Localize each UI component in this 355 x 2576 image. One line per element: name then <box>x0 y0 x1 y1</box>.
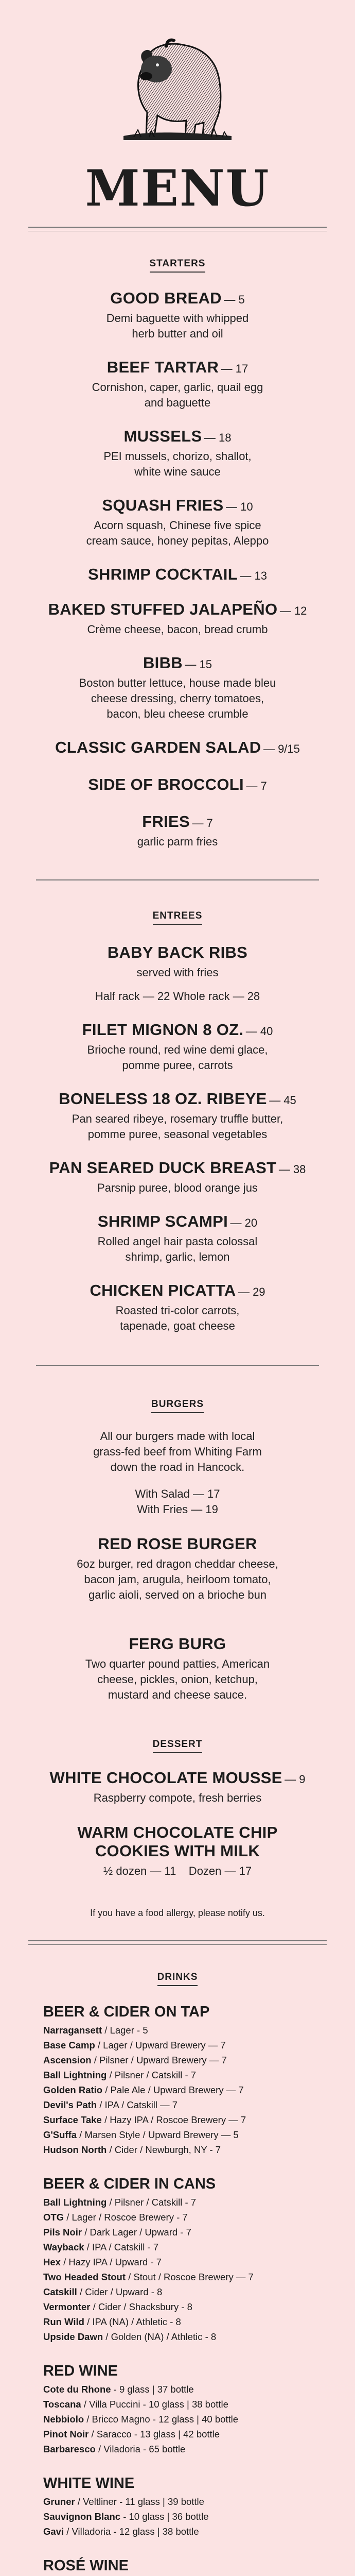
menu-item <box>0 1090 355 1142</box>
item-description: Demi baguette with whipped herb butter and oil <box>106 312 249 340</box>
drink-line: Cote du Rhone - 9 glass | 37 bottle <box>43 2384 194 2395</box>
item-price: — 7 <box>246 779 267 792</box>
item-price: — 10 <box>226 500 253 513</box>
item-description: Boston butter lettuce, house made bleu cheese dressing, cherry tomatoes, bacon, bleu cheese crumble <box>79 676 276 720</box>
item-name: COOKIES WITH MILK <box>95 1842 260 1860</box>
drink-line: Narragansett / Lager - 5 <box>43 2025 148 2036</box>
item-description: Raspberry compote, fresh berries <box>93 1791 262 1804</box>
item-name: MUSSELS <box>123 427 202 445</box>
item-name: FRIES <box>142 812 190 831</box>
item-name: BABY BACK RIBS <box>107 943 248 961</box>
divider <box>28 227 327 231</box>
section-heading: DESSERT <box>153 1739 203 1753</box>
drink-line: Two Headed Stout / Stout / Roscoe Brewery — 7 <box>43 2272 254 2282</box>
allergy-note: If you have a food allergy, please notify us. <box>90 1908 265 1918</box>
item-name: WARM CHOCOLATE CHIP <box>77 1823 278 1841</box>
item-price: — 45 <box>269 1094 296 1107</box>
item-name: FILET MIGNON 8 OZ. <box>82 1021 244 1039</box>
item-price: — 40 <box>245 1025 273 1038</box>
section-heading: STARTERS <box>150 258 206 273</box>
drink-category: WHITE WINE <box>43 2475 135 2492</box>
menu-item <box>0 1535 355 1603</box>
menu-item <box>0 1823 355 1879</box>
drink-line: Ball Lightning / Pilsner / Catskill - 7 <box>43 2197 197 2208</box>
menu-page <box>0 30 355 2576</box>
section-heading: BURGERS <box>151 1399 204 1413</box>
drink-line: Hex / Hazy IPA / Upward - 7 <box>43 2257 162 2267</box>
item-price: — 7 <box>192 817 213 829</box>
dessert-section <box>0 1739 355 1919</box>
item-description: Cornishon, caper, garlic, quail egg and baguette <box>92 381 263 409</box>
drink-category: RED WINE <box>43 2363 118 2379</box>
menu-item <box>0 654 355 722</box>
menu-item <box>0 943 355 1004</box>
item-price: — 15 <box>185 658 212 671</box>
item-description: Rolled angel hair pasta colossal shrimp, garlic, lemon <box>97 1235 258 1263</box>
item-name: SHRIMP SCAMPI <box>97 1212 228 1230</box>
starters-section <box>0 258 355 850</box>
drink-group <box>43 2004 324 2157</box>
drink-line: Hudson North / Cider / Newburgh, NY - 7 <box>43 2144 221 2155</box>
item-name: BIBB <box>143 654 183 672</box>
item-name: CLASSIC GARDEN SALAD <box>55 738 261 756</box>
item-price: — 29 <box>238 1285 265 1298</box>
menu-item <box>0 738 355 757</box>
drink-category: BEER & CIDER IN CANS <box>43 2176 216 2192</box>
drink-group <box>43 2475 324 2539</box>
bear-illustration-icon <box>113 30 242 154</box>
item-price: — 5 <box>224 293 245 306</box>
menu-item <box>0 427 355 480</box>
drink-line: Pinot Noir / Saracco - 13 glass | 42 bottle <box>43 2429 220 2439</box>
menu-item <box>0 1212 355 1265</box>
drink-line: Catskill / Cider / Upward - 8 <box>43 2286 163 2297</box>
item-description: Brioche round, red wine demi glace, pomme puree, carrots <box>87 1043 268 1072</box>
item-name: SHRIMP COCKTAIL <box>87 565 238 583</box>
divider <box>36 1365 319 1366</box>
item-name: SIDE OF BROCCOLI <box>88 775 244 793</box>
burgers-intro: All our burgers made with local grass-fed beef from Whiting Farm down the road in Hancock. <box>93 1430 262 1473</box>
section-heading: ENTREES <box>153 910 203 925</box>
item-price: — 38 <box>278 1163 306 1176</box>
drink-line: Nebbiolo / Bricco Magno - 12 glass | 40 bottle <box>43 2414 239 2425</box>
item-price: — 17 <box>221 362 248 375</box>
menu-item <box>0 1159 355 1196</box>
divider <box>28 1940 327 1945</box>
item-name: PAN SEARED DUCK BREAST <box>49 1159 277 1177</box>
item-price: — 20 <box>230 1216 258 1229</box>
item-name: BEEF TARTAR <box>106 358 219 376</box>
item-price: — 9/15 <box>263 742 300 755</box>
item-description: ½ dozen — 11 Dozen — 17 <box>103 1865 252 1877</box>
menu-item <box>0 1281 355 1334</box>
drinks-list <box>0 2004 355 2576</box>
drink-group <box>43 2363 324 2456</box>
drink-line: Base Camp / Lager / Upward Brewery — 7 <box>43 2040 226 2050</box>
item-name: BAKED STUFFED JALAPEÑO <box>48 600 278 618</box>
item-description: Crème cheese, bacon, bread crumb <box>87 623 268 636</box>
drink-line: Sauvignon Blanc - 10 glass | 36 bottle <box>43 2511 209 2522</box>
menu-item <box>0 496 355 549</box>
item-name: FERG BURG <box>129 1635 226 1653</box>
burgers-options: With Salad — 17 With Fries — 19 <box>135 1487 220 1516</box>
menu-item <box>0 1769 355 1806</box>
drink-line: Run Wild / IPA (NA) / Athletic - 8 <box>43 2316 181 2327</box>
drink-line: OTG / Lager / Roscoe Brewery - 7 <box>43 2212 188 2223</box>
menu-item <box>0 565 355 584</box>
item-description: 6oz burger, red dragon cheddar cheese, bacon jam, arugula, heirloom tomato, garlic aioli, served on a brioche bun <box>77 1557 278 1601</box>
item-name: RED ROSE BURGER <box>98 1535 257 1553</box>
drink-line: Surface Take / Hazy IPA / Roscoe Brewery — 7 <box>43 2114 246 2125</box>
drink-line: Golden Ratio / Pale Ale / Upward Brewery — 7 <box>43 2084 244 2095</box>
drink-category: ROSÉ WINE <box>43 2557 129 2574</box>
drink-line: Toscana / Villa Puccini - 10 glass | 38 bottle <box>43 2399 228 2410</box>
drink-line: Ascension / Pilsner / Upward Brewery — 7 <box>43 2055 227 2065</box>
item-description: Acorn squash, Chinese five spice cream sauce, honey pepitas, Aleppo <box>86 519 269 547</box>
item-description: Two quarter pound patties, American cheese, pickles, onion, ketchup, mustard and cheese sauce. <box>85 1657 270 1701</box>
drink-line: Barbaresco / Viladoria - 65 bottle <box>43 2444 186 2454</box>
item-name: CHICKEN PICATTA <box>90 1281 236 1299</box>
drink-line: Wayback / IPA / Catskill - 7 <box>43 2242 159 2252</box>
menu-item <box>0 358 355 411</box>
item-description: Pan seared ribeye, rosemary truffle butter, pomme puree, seasonal vegetables <box>72 1112 283 1141</box>
item-description: served with fries Half rack — 22 Whole rack — 28 <box>95 966 260 1003</box>
item-description: Parsnip puree, blood orange jus <box>97 1181 258 1194</box>
page-title: MENU <box>85 159 270 217</box>
drinks-section <box>0 1972 355 2576</box>
drink-line: Pils Noir / Dark Lager / Upward - 7 <box>43 2227 191 2238</box>
item-price: — 12 <box>279 604 307 617</box>
menu-item <box>0 1021 355 1073</box>
item-price: — 18 <box>204 431 232 444</box>
burgers-section <box>0 1399 355 1703</box>
drink-line: G'Suffa / Marsen Style / Upward Brewery — 5 <box>43 2129 239 2140</box>
drink-line: Ball Lightning / Pilsner / Catskill - 7 <box>43 2070 197 2080</box>
item-name: WHITE CHOCOLATE MOUSSE <box>49 1769 282 1787</box>
menu-item <box>0 812 355 850</box>
item-description: Roasted tri-color carrots, tapenade, goat cheese <box>115 1304 240 1332</box>
drink-line: Gavi / Villadoria - 12 glass | 38 bottle <box>43 2526 199 2537</box>
item-name: BONELESS 18 OZ. RIBEYE <box>59 1090 267 1108</box>
item-price: — 9 <box>285 1773 306 1786</box>
drink-group <box>43 2557 324 2576</box>
menu-item <box>0 1635 355 1703</box>
item-description: PEI mussels, chorizo, shallot, white wine sauce <box>103 450 252 478</box>
menu-item <box>0 600 355 637</box>
drink-line: Upside Dawn / Golden (NA) / Athletic - 8 <box>43 2331 217 2342</box>
drink-category: BEER & CIDER ON TAP <box>43 2004 210 2020</box>
item-name: SQUASH FRIES <box>102 496 224 514</box>
divider <box>36 879 319 880</box>
menu-item <box>0 289 355 342</box>
drink-line: Gruner / Veltliner - 11 glass | 39 bottle <box>43 2496 204 2507</box>
menu-item <box>0 775 355 794</box>
drink-line: Devil's Path / IPA / Catskill — 7 <box>43 2099 178 2110</box>
drink-group <box>43 2176 324 2344</box>
item-description: garlic parm fries <box>137 835 218 848</box>
item-price: — 13 <box>240 569 267 582</box>
drink-line: Vermonter / Cider / Shacksbury - 8 <box>43 2301 192 2312</box>
entrees-section <box>0 910 355 1334</box>
item-name: GOOD BREAD <box>110 289 222 307</box>
section-heading: DRINKS <box>157 1972 198 1986</box>
